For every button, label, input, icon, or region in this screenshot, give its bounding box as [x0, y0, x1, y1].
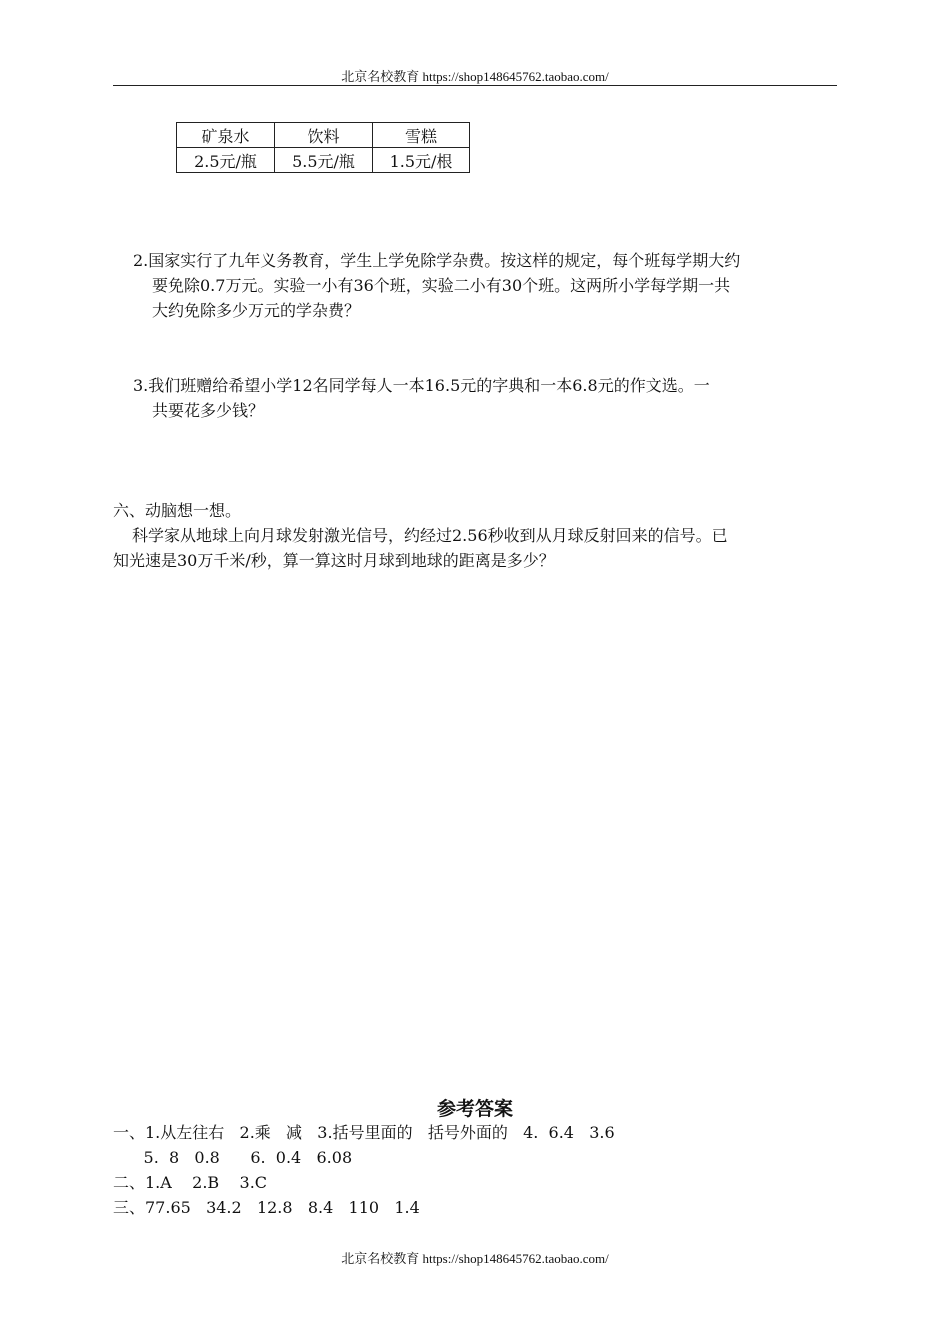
section-6-heading: 六、动脑想一想。 [113, 501, 242, 520]
question-3-line: 共要花多少钱？ [152, 401, 265, 420]
section-6-line: 知光速是30万千米/秒，算一算这时月球到地球的距离是多少？ [113, 551, 555, 570]
section-6-line: 科学家从地球上向月球发射激光信号，约经过2.56秒收到从月球反射回来的信号。已 [132, 526, 728, 545]
answers-title: 参考答案 [436, 1098, 513, 1120]
price-table [176, 122, 470, 173]
question-2 [133, 248, 839, 323]
table-cell: 5.5元/瓶 [275, 148, 373, 173]
table-header-cell: 矿泉水 [177, 123, 275, 148]
question-2-line: 2.国家实行了九年义务教育，学生上学免除学杂费。按这样的规定，每个班每学期大约 [133, 251, 741, 270]
header-divider [113, 85, 837, 86]
answer-line: 5. 8 0.8 6. 0.4 6.08 [113, 1148, 353, 1167]
table-header-cell: 雪糕 [373, 123, 470, 148]
question-3-line: 3.我们班赠给希望小学12名同学每人一本16.5元的字典和一本6.8元的作文选。一 [133, 376, 710, 395]
table-header-row [177, 123, 470, 148]
question-2-line: 大约免除多少万元的学杂费？ [152, 301, 361, 320]
answer-line: 二、1.A 2.B 3.C [113, 1173, 268, 1192]
question-3 [133, 373, 839, 423]
section-6 [113, 498, 839, 573]
table-cell: 1.5元/根 [373, 148, 470, 173]
answer-line: 一、1.从左往右 2.乘 减 3.括号里面的 括号外面的 4. 6.4 3.6 [113, 1123, 615, 1142]
question-2-line: 要免除0.7万元。实验一小有36个班，实验二小有30个班。这两所小学每学期一共 [152, 276, 731, 295]
page-footer: 北京名校教育 https://shop148645762.taobao.com/ [341, 1251, 609, 1266]
table-row [177, 148, 470, 173]
table-cell: 2.5元/瓶 [177, 148, 275, 173]
answer-line: 三、77.65 34.2 12.8 8.4 110 1.4 [113, 1198, 420, 1217]
page-header: 北京名校教育 https://shop148645762.taobao.com/ [341, 69, 609, 84]
table-header-cell: 饮料 [275, 123, 373, 148]
